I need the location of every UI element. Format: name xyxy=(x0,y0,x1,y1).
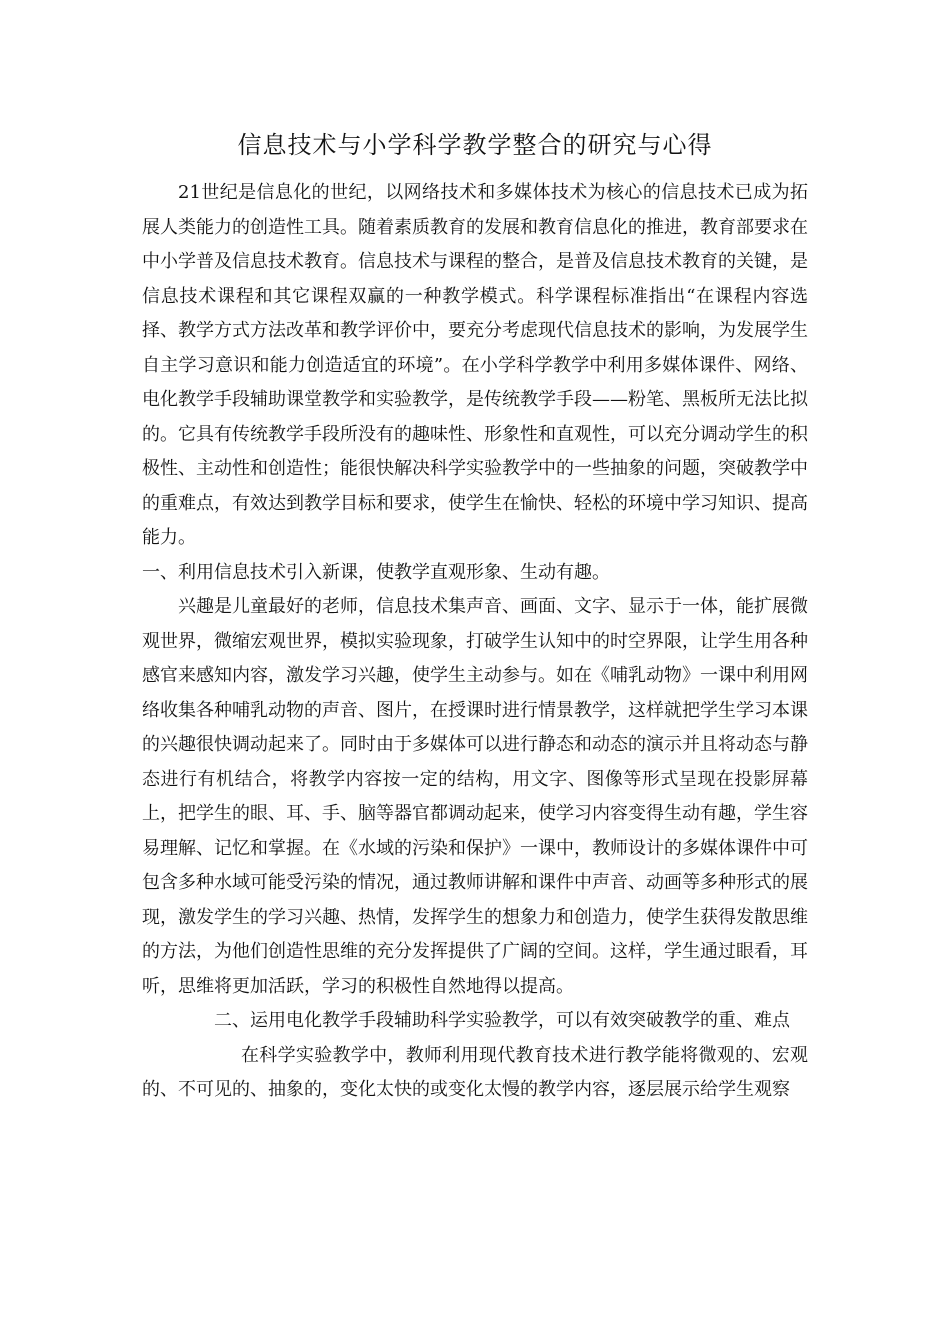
section-1-heading: 一、利用信息技术引入新课，使教学直观形象、生动有趣。 xyxy=(142,561,610,583)
section-1-paragraph: 兴趣是儿童最好的老师，信息技术集声音、画面、文字、显示于一体，能扩展微观世界，微缩宏观世界，模拟实验现象，打破学生认知中的时空界限，让学生用各种感官来感知内容，激发学习兴趣，使学生主动参与。如在《哺乳动物》一课中利用网络收集各种哺乳动物的声音、图片，在授课时进行情景教学，这样就把学生学习本课的兴趣很快调动起来了。同时由于多媒体可以进行静态和动态的演示并且将动态与静态进行有机结合，将教学内容按一定的结构，用文字、图像等形式呈现在投影屏幕上，把学生的眼、耳、手、脑等器官都调动起来，使学习内容变得生动有趣，学生容易理解、记忆和掌握。在《水域的污染和保护》一课中，教师设计的多媒体课件中可包含多种水域可能受污染的情况，通过教师讲解和课件中声音、动画等多种形式的展现，激发学生的学习兴趣、热情，发挥学生的想象力和创造力，使学生获得发散思维的方法，为他们创造性思维的充分发挥提供了广阔的空间。这样，学生通过眼看，耳听，思维将更加活跃，学习的积极性自然地得以提高。 xyxy=(142,596,808,997)
section-2-paragraph: 在科学实验教学中，教师利用现代教育技术进行教学能将微观的、宏观的、不可见的、抽象的，变化太快的或变化太慢的教学内容，逐层展示给学生观察 xyxy=(142,1044,808,1100)
document-title: 信息技术与小学科学教学整合的研究与心得 xyxy=(237,131,713,159)
intro-paragraph: 21世纪是信息化的世纪，以网络技术和多媒体技术为核心的信息技术已成为拓展人类能力的创造性工具。随着素质教育的发展和教育信息化的推进，教育部要求在中小学普及信息技术教育。信息技术与课程的整合，是普及信息技术教育的关键，是信息技术课程和其它课程双赢的一种教学模式。科学课程标准指出“在课程内容选择、教学方式方法改革和教学评价中，要充分考虑现代信息技术的影响，为发展学生自主学习意识和能力创造适宜的环境”。在小学科学教学中利用多媒体课件、网络、电化教学手段辅助课堂教学和实验教学，是传统教学手段——粉笔、黑板所无法比拟的。它具有传统教学手段所没有的趣味性、形象性和直观性，可以充分调动学生的积极性、主动性和创造性；能很快解决科学实验教学中的一些抽象的问题，突破教学中的重难点，有效达到教学目标和要求，使学生在愉快、轻松的环境中学习知识、提高能力。 xyxy=(142,182,808,548)
document-page xyxy=(142,128,808,1108)
section-2-heading: 二、运用电化教学手段辅助科学实验教学，可以有效突破教学的重、难点 xyxy=(214,1010,790,1031)
